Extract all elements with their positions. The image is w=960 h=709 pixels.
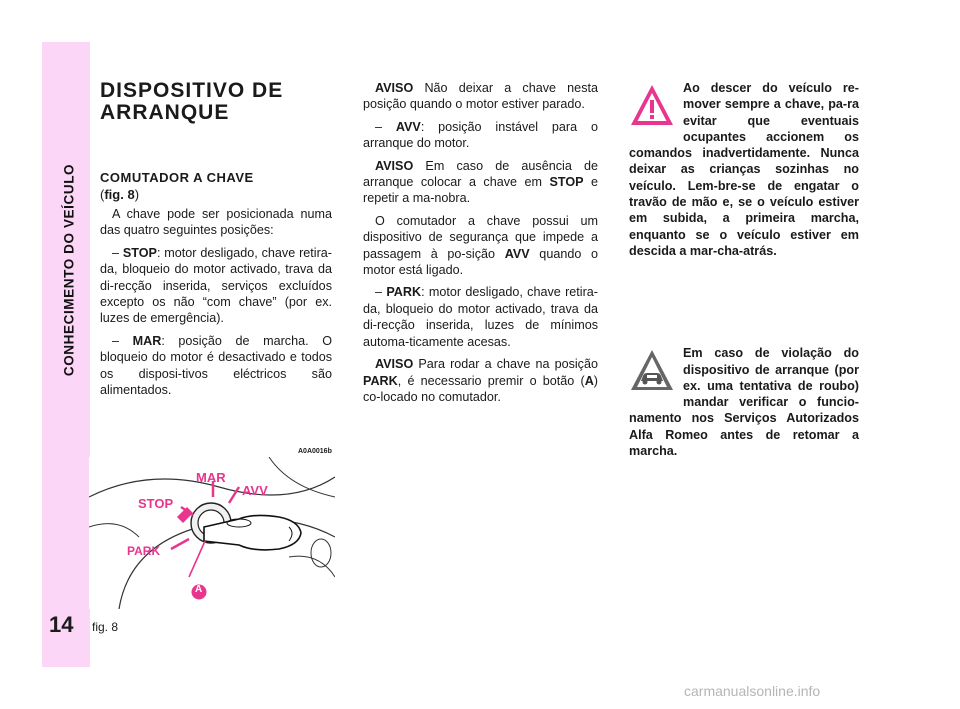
warning2-text: Em caso de violação do dispositivo de arranque (por ex. uma tentativa de roubo) mandar verificar o funcio-namento nos Serviços Autorizados Alfa Romeo antes de retomar a marcha. [629, 346, 859, 459]
label-park: PARK [127, 544, 161, 558]
stop-paragraph: – STOP: motor desligado, chave retira-da, bloqueio do motor activado, trava da di-recção inserida, serviços excluídos excepto os não “com chave” (por ex. luzes de emergência). [100, 245, 332, 326]
page-number: 14 [49, 612, 74, 637]
stop-label: STOP [122, 245, 157, 260]
aviso3-text-a: Para rodar a chave na posição [413, 357, 598, 372]
park-label: PARK [386, 285, 422, 300]
subheading: COMUTADOR A CHAVE [100, 170, 254, 185]
label-mar: MAR [196, 470, 226, 485]
aviso1-paragraph [363, 80, 598, 113]
section-title: CONHECIMENTO DO VEÍCULO [61, 163, 77, 377]
mar-paragraph: – MAR: posição de marcha. O bloqueio do motor é desactivado e todos os disposi-tivos eléctricos são alimentados. [100, 333, 332, 398]
label-stop: STOP [138, 496, 174, 511]
page-title: DISPOSITIVO DE ARRANQUE [100, 79, 284, 124]
security-avv: AVV [504, 246, 530, 261]
stop-text: : motor desligado, chave retira-da, bloqueio do motor activado, trava da di-recção inserida, serviços excluídos excepto os não “com chave” (por ex. luzes de emergência). [100, 245, 332, 326]
warning-triangle-icon [629, 82, 675, 128]
warning-key-removal [629, 80, 859, 259]
figure-caption: fig. 8 [92, 620, 119, 634]
avv-paragraph: – AVV: posição instável para o arranque do motor. [363, 119, 598, 151]
figure-reference: (fig. 8) [100, 187, 140, 202]
column-2 [363, 80, 598, 411]
aviso2-paragraph [363, 158, 598, 207]
aviso2-text-b: e repetir a ma-nobra. [363, 175, 598, 206]
watermark: carmanualsonline.info [684, 683, 821, 699]
column-3 [629, 80, 859, 459]
warning1-text: Ao descer do veículo re-mover sempre a chave, pa-ra evitar que eventuais ocupantes accionem os comandos inadvertidamente. Nunca deixar as crianças sozinhas no veículo. Lem-bre-se de engatar o travão de mão e, se o veículo estiver em subida, a primeira marcha, enquanto se o veículo estiver em descida a mar-cha-atrás. [629, 81, 859, 258]
aviso3-paragraph [363, 356, 598, 405]
warning-tamper [629, 345, 859, 459]
aviso3-text-c: ) co-locado no comutador. [363, 373, 598, 404]
aviso2-text-a: Em caso de ausência de arranque colocar a chave em [363, 158, 598, 190]
park-paragraph: – PARK: motor desligado, chave retira-da, bloqueio do motor activado, trava da di-recção inserida, luzes de mínimos automa-ticamente acesas. [363, 285, 598, 349]
security-text: O comutador a chave possui um dispositivo de segurança que impede a passagem à po-sição [363, 213, 598, 261]
mar-text: : posição de marcha. O bloqueio do motor é desactivado e todos os disposi-tivos eléctricos são alimentados. [100, 333, 332, 398]
aviso2-stop: STOP [549, 175, 584, 190]
aviso3-a: A [584, 373, 594, 388]
ignition-figure [89, 457, 335, 609]
avv-label: AVV [395, 119, 421, 134]
mar-label: MAR [132, 333, 162, 348]
figure-ref-text: fig. 8 [104, 187, 135, 202]
avv-text: : posição instável para o arranque do motor. [363, 119, 598, 151]
security-text-b: quando o motor está ligado. [363, 246, 598, 278]
column-1 [100, 80, 332, 404]
car-service-warning-icon [629, 347, 675, 393]
aviso2-label: AVISO [375, 158, 414, 173]
security-paragraph [363, 213, 598, 279]
aviso3-park: PARK [363, 373, 398, 388]
label-avv: AVV [242, 483, 268, 498]
park-text: : motor desligado, chave retira-da, bloqueio do motor activado, trava da di-recção inserida, luzes de mínimos automa-ticamente acesas. [363, 285, 598, 349]
aviso3-text-b: , é necessario premir o botão ( [397, 373, 585, 388]
intro-paragraph: A chave pode ser posicionada numa das quatro seguintes posições: [100, 207, 332, 238]
aviso3-label: AVISO [375, 357, 414, 372]
aviso1-label: AVISO [375, 81, 414, 95]
aviso1-text: Não deixar a chave nesta posição quando o motor estiver parado. [363, 81, 598, 112]
label-a: A [195, 584, 203, 595]
figure-code: A0A0016b [298, 448, 332, 455]
